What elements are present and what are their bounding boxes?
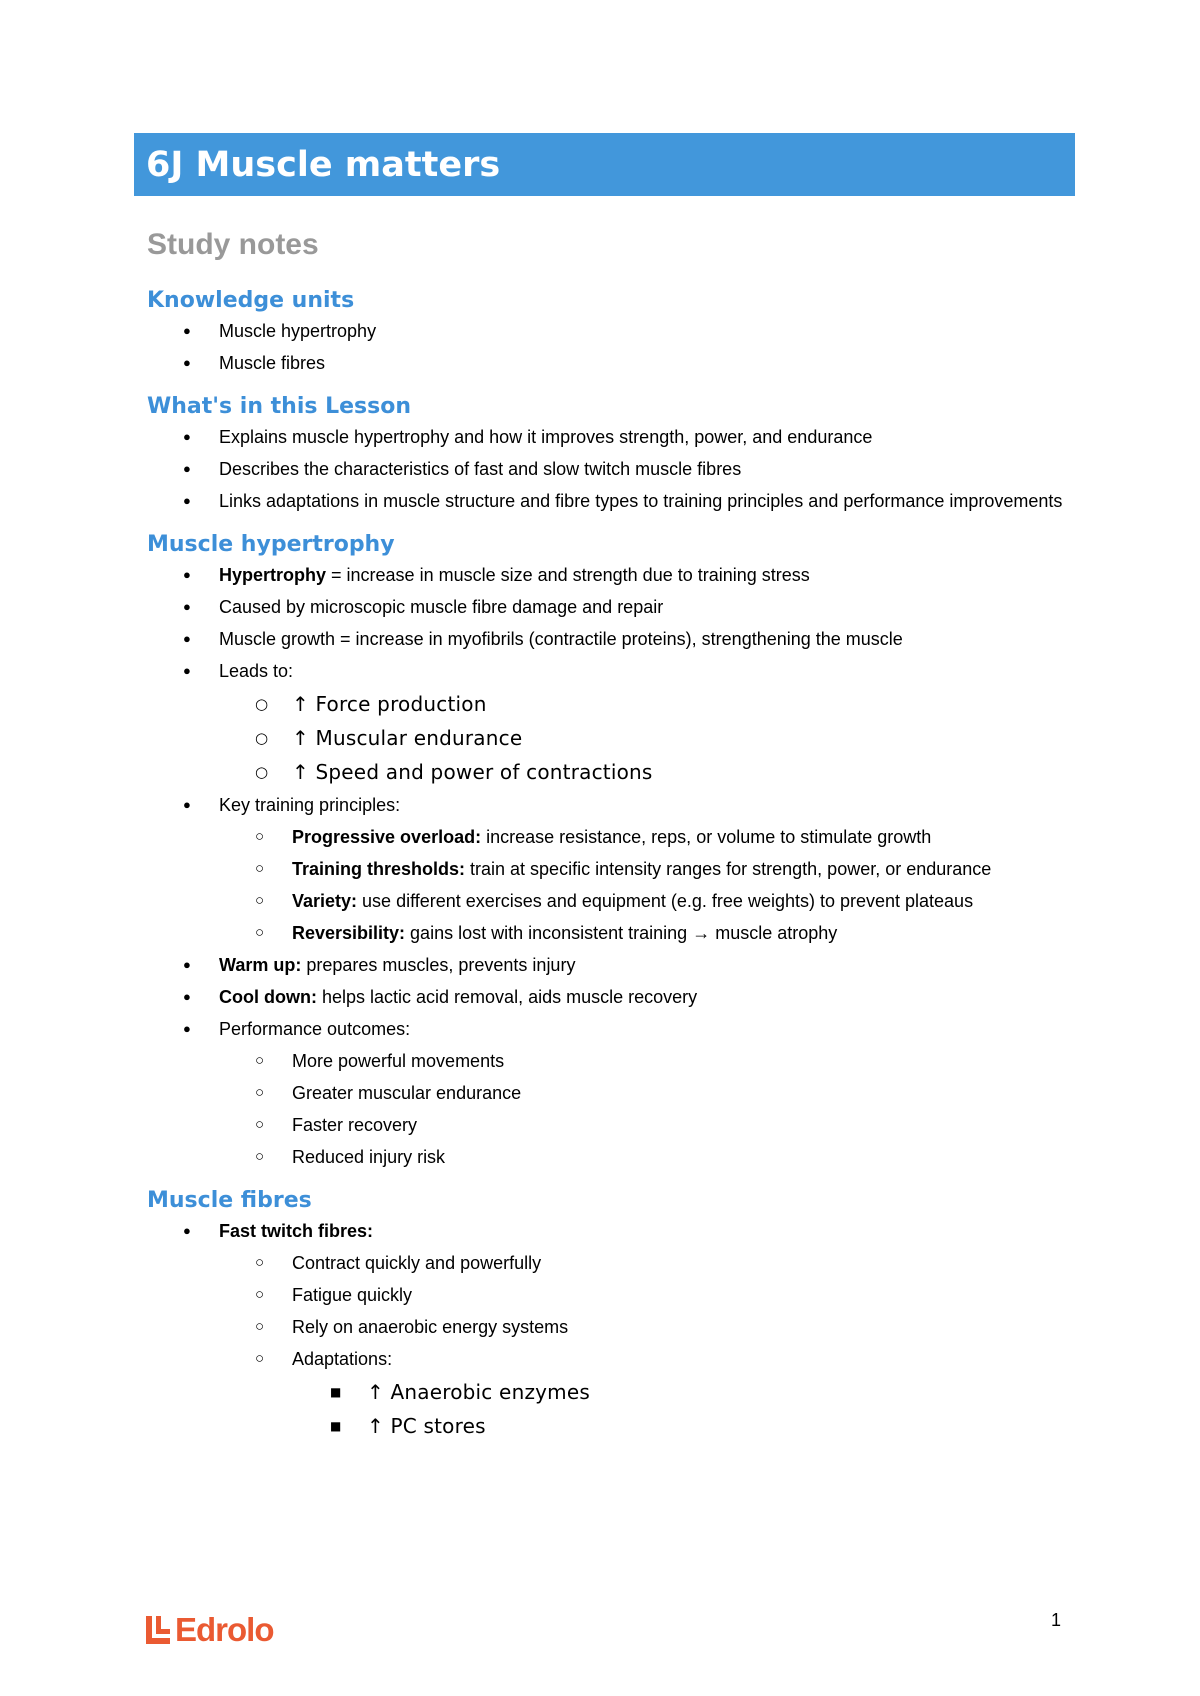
list-item: ○ Faster recovery — [147, 1112, 1087, 1138]
list-item: ● Caused by microscopic muscle fibre damage and repair — [147, 594, 1087, 620]
section-hypertrophy — [147, 528, 1087, 1170]
bullet-circle-icon: ○ — [255, 729, 269, 747]
bullet-list — [147, 424, 1087, 514]
list-item: ● Leads to: — [147, 658, 1087, 684]
bullet-square-icon: ■ — [330, 1419, 342, 1433]
bullet-disc-icon: ● — [183, 323, 191, 338]
bullet-disc-icon: ● — [183, 493, 191, 508]
logo-text: Edrolo — [175, 1611, 274, 1648]
list-item: ○ ↑ Force production — [255, 692, 487, 716]
bullet-circle-icon: ○ — [255, 1116, 265, 1133]
list-item: ● Explains muscle hypertrophy and how it improves strength, power, and endurance — [147, 424, 1087, 450]
edrolo-mark-icon — [146, 1616, 172, 1644]
list-item: ○ Adaptations: — [147, 1346, 1087, 1372]
bullet-circle-icon: ○ — [255, 1084, 265, 1101]
bullet-circle-icon: ○ — [255, 892, 265, 909]
title-banner — [134, 133, 1075, 196]
edrolo-logo — [146, 1610, 274, 1650]
bullet-circle-icon: ○ — [255, 763, 269, 781]
page-subtitle: Study notes — [147, 228, 319, 261]
page-number: 1 — [1051, 1610, 1062, 1630]
list-item: ■ ↑ Anaerobic enzymes — [330, 1380, 590, 1404]
list-item: ● Warm up: prepares muscles, prevents injury — [147, 952, 1087, 978]
list-item: ● Muscle fibres — [147, 350, 1087, 376]
list-item: ○ Contract quickly and powerfully — [147, 1250, 1087, 1276]
section-heading: What's in this Lesson — [147, 394, 412, 419]
bullet-disc-icon: ● — [183, 355, 191, 370]
bullet-circle-icon: ○ — [255, 860, 265, 877]
list-item: ● Hypertrophy = increase in muscle size and strength due to training stress — [147, 562, 1087, 588]
list-item: ● Cool down: helps lactic acid removal, aids muscle recovery — [147, 984, 1087, 1010]
bullet-circle-icon: ○ — [255, 828, 265, 845]
section-knowledge-units — [147, 284, 1087, 376]
bullet-circle-icon: ○ — [255, 924, 265, 941]
bullet-circle-icon: ○ — [255, 1254, 265, 1271]
bullet-disc-icon: ● — [183, 1223, 191, 1238]
bullet-circle-icon: ○ — [255, 1286, 265, 1303]
section-heading: Muscle hypertrophy — [147, 532, 395, 557]
list-item: ○ Fatigue quickly — [147, 1282, 1087, 1308]
bullet-disc-icon: ● — [183, 663, 191, 678]
list-item: ○ Reduced injury risk — [147, 1144, 1087, 1170]
bullet-disc-icon: ● — [183, 599, 191, 614]
bullet-circle-icon: ○ — [255, 1318, 265, 1335]
bullet-circle-icon: ○ — [255, 695, 269, 713]
list-item: ● Muscle hypertrophy — [147, 318, 1087, 344]
bullet-square-icon: ■ — [330, 1385, 342, 1399]
bullet-circle-icon: ○ — [255, 1350, 265, 1367]
bullet-disc-icon: ● — [183, 797, 191, 812]
list-item: ○ Variety: use different exercises and equipment (e.g. free weights) to prevent plateaus — [147, 888, 1087, 914]
bullet-disc-icon: ● — [183, 1021, 191, 1036]
bullet-list — [147, 562, 1087, 1170]
section-heading: Muscle fibres — [147, 1188, 312, 1213]
bullet-list — [147, 318, 1087, 376]
list-item: ● Performance outcomes: — [147, 1016, 1087, 1042]
list-item: ○ Training thresholds: train at specific intensity ranges for strength, power, or endurance — [147, 856, 1087, 882]
page-title: 6J Muscle matters — [146, 145, 501, 185]
bullet-disc-icon: ● — [183, 957, 191, 972]
bullet-circle-icon: ○ — [255, 1148, 265, 1165]
list-item: ● Links adaptations in muscle structure and fibre types to training principles and performance improvements — [147, 488, 1087, 514]
list-item: ○ Greater muscular endurance — [147, 1080, 1087, 1106]
bullet-disc-icon: ● — [183, 989, 191, 1004]
bullet-disc-icon: ● — [183, 461, 191, 476]
bullet-disc-icon: ● — [183, 429, 191, 444]
section-muscle-fibres — [147, 1184, 1087, 1440]
bullet-circle-icon: ○ — [255, 1052, 265, 1069]
list-item: ● Fast twitch fibres: — [147, 1218, 1087, 1244]
bullet-disc-icon: ● — [183, 631, 191, 646]
list-item: ○ Reversibility: gains lost with inconsistent training → muscle atrophy — [147, 920, 1087, 946]
document-body — [147, 284, 1087, 1454]
list-item: ○ Progressive overload: increase resistance, reps, or volume to stimulate growth — [147, 824, 1087, 850]
list-item: ○ ↑ Muscular endurance — [255, 726, 523, 750]
list-item: ○ Rely on anaerobic energy systems — [147, 1314, 1087, 1340]
bullet-list — [147, 1218, 1087, 1440]
list-item: ○ ↑ Speed and power of contractions — [255, 760, 653, 784]
list-item: ■ ↑ PC stores — [330, 1414, 486, 1438]
list-item: ○ More powerful movements — [147, 1048, 1087, 1074]
bullet-disc-icon: ● — [183, 567, 191, 582]
section-heading: Knowledge units — [147, 288, 355, 313]
list-item: ● Key training principles: — [147, 792, 1087, 818]
section-lesson — [147, 390, 1087, 514]
list-item: ● Muscle growth = increase in myofibrils (contractile proteins), strengthening the muscle — [147, 626, 1087, 652]
list-item: ● Describes the characteristics of fast and slow twitch muscle fibres — [147, 456, 1087, 482]
